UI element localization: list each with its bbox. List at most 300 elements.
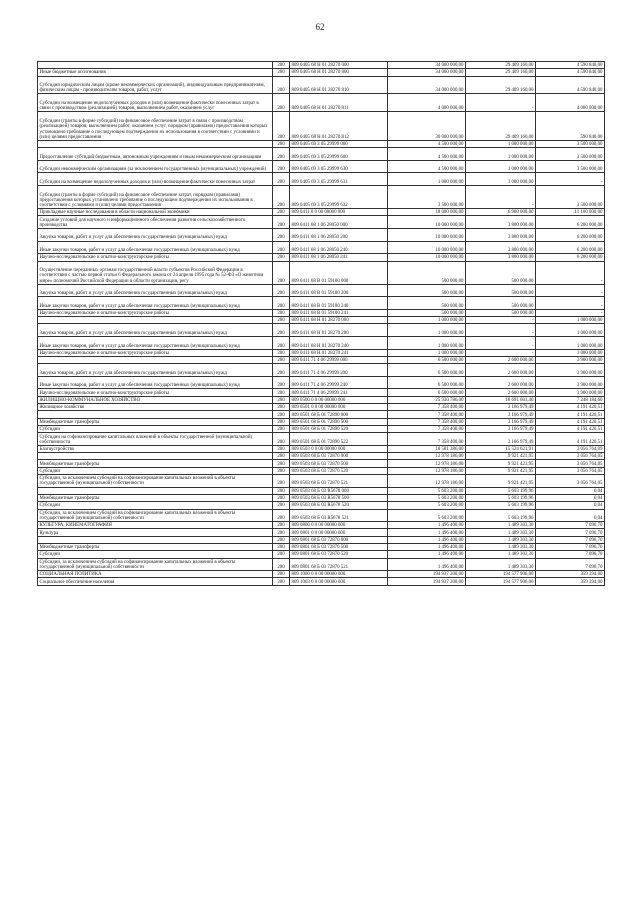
line-code: 200 bbox=[273, 160, 290, 173]
unexecuted-amount: - bbox=[536, 297, 605, 310]
line-code: 200 bbox=[273, 404, 290, 411]
line-item-name: Субсидии на возмещение недополученных доходов и (или) возмещение фактически понесенных затрат в связи с производством (реализацией) товаров, выполнением работ, оказанием услуг bbox=[38, 94, 273, 112]
executed-amount: 1 000 000,00 bbox=[466, 173, 536, 186]
line-code: 200 bbox=[273, 467, 290, 474]
line-item-name: Закупка товаров, работ и услуг для обеспечения государственных (муниципальных) нужд bbox=[38, 364, 273, 377]
table-row bbox=[38, 502, 605, 509]
unexecuted-amount: 3 900 000,00 bbox=[536, 364, 605, 377]
executed-amount: 194 577 906,00 bbox=[466, 578, 536, 585]
executed-amount: 500 000,00 bbox=[466, 261, 536, 284]
budget-classification-code: 809 0411 68 В 01 59100 241 bbox=[290, 309, 388, 316]
budget-classification-code: 809 0800 0 0 00 00000 000 bbox=[290, 522, 388, 529]
page-number: 62 bbox=[315, 22, 325, 32]
line-code: 200 bbox=[273, 522, 290, 529]
budget-classification-code: 809 0801 68 Б 03 72870 521 bbox=[290, 558, 388, 571]
approved-amount: 4 500 000,00 bbox=[388, 140, 466, 147]
approved-amount: 4 500 000,00 bbox=[388, 160, 466, 173]
table-row bbox=[38, 418, 605, 425]
table-row bbox=[38, 309, 605, 316]
executed-amount: 3 800 000,00 bbox=[466, 229, 536, 242]
table-row bbox=[38, 389, 605, 396]
approved-amount: 30 000 000,00 bbox=[388, 112, 466, 141]
executed-amount: 1 489 303,30 bbox=[466, 551, 536, 558]
table-row bbox=[38, 148, 605, 161]
line-code: 200 bbox=[273, 376, 290, 389]
unexecuted-amount: 3 500 000,00 bbox=[536, 185, 605, 208]
line-code: 200 bbox=[273, 364, 290, 377]
budget-classification-code: 809 0503 0 0 00 00000 000 bbox=[290, 445, 388, 452]
budget-classification-code: 809 0501 0 0 00 00000 000 bbox=[290, 404, 388, 411]
line-code: 200 bbox=[273, 502, 290, 509]
approved-amount: 12 978 186,00 bbox=[388, 467, 466, 474]
approved-amount: 25 930 786,00 bbox=[388, 396, 466, 403]
table-row bbox=[38, 229, 605, 242]
executed-amount: 9 921 421,95 bbox=[466, 460, 536, 467]
budget-classification-code: 809 0405 68 Н 01 28270 000 bbox=[290, 62, 388, 69]
approved-amount: 6 500 000,00 bbox=[388, 364, 466, 377]
line-item-name bbox=[38, 487, 273, 494]
budget-classification-code: 809 0411 68 В 01 59100 200 bbox=[290, 284, 388, 297]
executed-amount: 9 921 421,95 bbox=[466, 475, 536, 488]
approved-amount: 7 358 400,00 bbox=[388, 433, 466, 446]
budget-classification-code: 809 0500 0 0 00 00000 000 bbox=[290, 396, 388, 403]
table-row bbox=[38, 404, 605, 411]
approved-amount: 1 496 400,00 bbox=[388, 522, 466, 529]
unexecuted-amount: 4 590 840,00 bbox=[536, 62, 605, 69]
executed-amount: 2 600 000,00 bbox=[466, 364, 536, 377]
line-code: 200 bbox=[273, 578, 290, 585]
unexecuted-amount: - bbox=[536, 309, 605, 316]
line-code: 200 bbox=[273, 317, 290, 324]
unexecuted-amount: 4 191 420,51 bbox=[536, 411, 605, 418]
executed-amount: 3 800 000,00 bbox=[466, 254, 536, 261]
executed-amount: 1 489 303,30 bbox=[466, 522, 536, 529]
budget-classification-code: 809 0501 68 Б 01 72890 000 bbox=[290, 411, 388, 418]
executed-amount: 9 921 421,95 bbox=[466, 453, 536, 460]
approved-amount: 34 000 000,00 bbox=[388, 69, 466, 76]
budget-classification-code: 809 0411 68 Н 01 28270 241 bbox=[290, 349, 388, 356]
line-code: 200 bbox=[273, 396, 290, 403]
executed-amount: 1 000 000,00 bbox=[466, 140, 536, 147]
table-row bbox=[38, 62, 605, 69]
line-item-name: Иные закупки товаров, работ и услуг для обеспечения государственных (муниципальных) нужд bbox=[38, 376, 273, 389]
unexecuted-amount: - bbox=[536, 284, 605, 297]
table-row bbox=[38, 337, 605, 350]
budget-classification-code: 809 0405 69 3 05 29999 600 bbox=[290, 148, 388, 161]
line-code: 200 bbox=[273, 460, 290, 467]
executed-amount: 3 166 979,49 bbox=[466, 425, 536, 432]
executed-amount: 194 577 906,00 bbox=[466, 571, 536, 578]
executed-amount: 5 603 199,96 bbox=[466, 494, 536, 501]
executed-amount: 29 409 160,00 bbox=[466, 69, 536, 76]
executed-amount: 2 600 000,00 bbox=[466, 376, 536, 389]
approved-amount: 500 000,00 bbox=[388, 284, 466, 297]
approved-amount: 7 358 400,00 bbox=[388, 425, 466, 432]
table-row bbox=[38, 349, 605, 356]
line-code: 200 bbox=[273, 76, 290, 94]
unexecuted-amount: 3 900 000,00 bbox=[536, 376, 605, 389]
executed-amount: 500 000,00 bbox=[466, 309, 536, 316]
approved-amount: 10 000 000,00 bbox=[388, 241, 466, 254]
line-code: 200 bbox=[273, 356, 290, 363]
executed-amount: 1 000 000,00 bbox=[466, 148, 536, 161]
executed-amount: 3 166 979,49 bbox=[466, 411, 536, 418]
line-item-name: Осуществление переданных органам государственной власти субъектов Российской Федерации в соответствии с частью первой статьи 6 Федерального закона от 24 апреля 1995 года № 52-ФЗ «О животном мире» полномочий Российской Федерации в области организации, регу bbox=[38, 261, 273, 284]
table-row bbox=[38, 94, 605, 112]
line-item-name: СОЦИАЛЬНАЯ ПОЛИТИКА bbox=[38, 571, 273, 578]
approved-amount: 10 000 000,00 bbox=[388, 229, 466, 242]
line-item-name: Межбюджетные трансферты bbox=[38, 460, 273, 467]
table-row bbox=[38, 475, 605, 488]
table-row bbox=[38, 460, 605, 467]
table-row bbox=[38, 284, 605, 297]
approved-amount: 12 978 186,00 bbox=[388, 453, 466, 460]
table-row bbox=[38, 254, 605, 261]
line-code: 200 bbox=[273, 551, 290, 558]
approved-amount: 12 978 186,00 bbox=[388, 475, 466, 488]
unexecuted-amount: 3 500 000,00 bbox=[536, 160, 605, 173]
budget-classification-code: 809 0411 68 1 06 28050 240 bbox=[290, 241, 388, 254]
line-item-name bbox=[38, 317, 273, 324]
line-item-name: Жилищное хозяйство bbox=[38, 404, 273, 411]
executed-amount: - bbox=[466, 324, 536, 337]
line-item-name: Социальное обеспечение населения bbox=[38, 578, 273, 585]
budget-classification-code: 809 0411 68 1 06 28050 000 bbox=[290, 216, 388, 229]
unexecuted-amount: 7 096,70 bbox=[536, 558, 605, 571]
line-code: 200 bbox=[273, 94, 290, 112]
line-item-name: Субсидии некоммерческим организациям (за исключением государственных (муниципальных) учреждений) bbox=[38, 160, 273, 173]
line-code: 200 bbox=[273, 487, 290, 494]
line-code: 200 bbox=[273, 411, 290, 418]
line-code: 200 bbox=[273, 140, 290, 147]
approved-amount: 6 500 000,00 bbox=[388, 389, 466, 396]
unexecuted-amount: 4 590 840,00 bbox=[536, 69, 605, 76]
table-row bbox=[38, 324, 605, 337]
approved-amount: 194 937 300,00 bbox=[388, 578, 466, 585]
executed-amount: 500 000,00 bbox=[466, 297, 536, 310]
approved-amount: 4 000 000,00 bbox=[388, 94, 466, 112]
executed-amount: - bbox=[466, 337, 536, 350]
approved-amount: 194 937 300,00 bbox=[388, 571, 466, 578]
line-item-name: Иные бюджетные ассигнования bbox=[38, 69, 273, 76]
line-item-name bbox=[38, 356, 273, 363]
unexecuted-amount: 11 100 000,00 bbox=[536, 209, 605, 216]
table-row bbox=[38, 317, 605, 324]
executed-amount: - bbox=[466, 94, 536, 112]
unexecuted-amount: 1 000 000,00 bbox=[536, 337, 605, 350]
unexecuted-amount: 3 056 764,05 bbox=[536, 460, 605, 467]
executed-amount: 500 000,00 bbox=[466, 284, 536, 297]
executed-amount: - bbox=[466, 349, 536, 356]
budget-classification-code: 809 1000 0 0 00 00000 000 bbox=[290, 571, 388, 578]
approved-amount: 7 358 400,00 bbox=[388, 418, 466, 425]
line-code: 200 bbox=[273, 543, 290, 550]
executed-amount: 2 600 000,00 bbox=[466, 356, 536, 363]
line-item-name: Субсидии bbox=[38, 467, 273, 474]
unexecuted-amount: 4 000 000,00 bbox=[536, 94, 605, 112]
line-item-name: Субсидии bbox=[38, 551, 273, 558]
budget-classification-code: 809 1003 0 0 00 00000 000 bbox=[290, 578, 388, 585]
budget-classification-code: 809 0801 68 Б 03 72870 500 bbox=[290, 543, 388, 550]
executed-amount: 6 900 000,00 bbox=[466, 209, 536, 216]
budget-classification-code: 809 0411 71 4 06 29999 000 bbox=[290, 356, 388, 363]
unexecuted-amount: 0,04 bbox=[536, 509, 605, 522]
unexecuted-amount: 7 248 184,60 bbox=[536, 396, 605, 403]
line-code: 200 bbox=[273, 261, 290, 284]
table-row bbox=[38, 411, 605, 418]
line-item-name: Иные закупки товаров, работ и услуг для обеспечения государственных (муниципальных) нужд bbox=[38, 241, 273, 254]
table-row bbox=[38, 558, 605, 571]
line-code: 200 bbox=[273, 389, 290, 396]
line-code: 200 bbox=[273, 173, 290, 186]
table-row bbox=[38, 209, 605, 216]
unexecuted-amount: 6 200 000,00 bbox=[536, 229, 605, 242]
budget-classification-code: 809 0503 68 Б 03 72870 520 bbox=[290, 467, 388, 474]
table-row bbox=[38, 396, 605, 403]
table-row bbox=[38, 536, 605, 543]
approved-amount: 1 000 000,00 bbox=[388, 173, 466, 186]
unexecuted-amount: 6 200 000,00 bbox=[536, 216, 605, 229]
budget-classification-code: 809 0405 69 3 05 29999 630 bbox=[290, 160, 388, 173]
line-code: 200 bbox=[273, 418, 290, 425]
table-row bbox=[38, 543, 605, 550]
line-item-name: Субсидии, за исключением субсидий на софинансирование капитальных вложений в объекты государственной (муниципальной) собственности bbox=[38, 475, 273, 488]
table-row bbox=[38, 376, 605, 389]
line-code: 200 bbox=[273, 349, 290, 356]
budget-classification-code: 809 0411 68 1 06 28050 241 bbox=[290, 254, 388, 261]
unexecuted-amount: 7 096,70 bbox=[536, 529, 605, 536]
line-item-name: Субсидии юридическим лицам (кроме некоммерческих организаций), индивидуальным предпринимателям, физическим лицам - производителям товаров, работ, услуг bbox=[38, 76, 273, 94]
approved-amount: 1 496 400,00 bbox=[388, 529, 466, 536]
approved-amount: 34 000 000,00 bbox=[388, 76, 466, 94]
executed-amount: 5 603 199,96 bbox=[466, 487, 536, 494]
line-code: 200 bbox=[273, 571, 290, 578]
line-item-name bbox=[38, 62, 273, 69]
line-item-name: Субсидии (гранты в форме субсидий) на финансовое обеспечение затрат в связи с производством (реализацией) товаров, выполнением работ, оказанием услуг, порядком (правилами) предоставления которых установлено требование о последующем подтверждении их использования в соответствии с условиями и (или) целями предоставления bbox=[38, 112, 273, 141]
approved-amount: 4 500 000,00 bbox=[388, 148, 466, 161]
executed-amount: 1 489 303,30 bbox=[466, 536, 536, 543]
budget-classification-code: 809 0411 0 0 00 00000 000 bbox=[290, 209, 388, 216]
approved-amount: 1 000 000,00 bbox=[388, 317, 466, 324]
budget-classification-code: 809 0405 68 Н 01 28270 810 bbox=[290, 76, 388, 94]
line-item-name: Субсидии bbox=[38, 425, 273, 432]
executed-amount: 29 409 160,00 bbox=[466, 112, 536, 141]
unexecuted-amount: 1 000 000,00 bbox=[536, 349, 605, 356]
executed-amount: 3 166 979,49 bbox=[466, 418, 536, 425]
executed-amount: 1 489 303,30 bbox=[466, 543, 536, 550]
approved-amount: 3 500 000,00 bbox=[388, 185, 466, 208]
approved-amount: 7 358 400,00 bbox=[388, 411, 466, 418]
table-row bbox=[38, 356, 605, 363]
budget-classification-code: 809 0411 68 Н 01 28270 000 bbox=[290, 317, 388, 324]
unexecuted-amount: 4 191 420,51 bbox=[536, 418, 605, 425]
line-item-name: КУЛЬТУРА, КИНЕМАТОГРАФИЯ bbox=[38, 522, 273, 529]
executed-amount: 2 600 000,00 bbox=[466, 389, 536, 396]
approved-amount: 1 000 000,00 bbox=[388, 337, 466, 350]
line-code: 200 bbox=[273, 69, 290, 76]
budget-classification-code: 809 0501 68 Б 01 72890 500 bbox=[290, 418, 388, 425]
unexecuted-amount: 359 394,00 bbox=[536, 571, 605, 578]
table-row bbox=[38, 509, 605, 522]
unexecuted-amount: 7 096,70 bbox=[536, 551, 605, 558]
line-item-name: Прикладные научные исследования в области национальной экономики bbox=[38, 209, 273, 216]
table-row bbox=[38, 185, 605, 208]
budget-classification-code: 809 0503 68 Б 03 72870 521 bbox=[290, 475, 388, 488]
executed-amount: 3 800 000,00 bbox=[466, 216, 536, 229]
table-row bbox=[38, 76, 605, 94]
unexecuted-amount: 3 500 000,00 bbox=[536, 148, 605, 161]
budget-classification-code: 809 0405 69 3 05 29999 000 bbox=[290, 140, 388, 147]
line-code: 200 bbox=[273, 309, 290, 316]
line-item-name: Иные закупки товаров, работ и услуг для обеспечения государственных (муниципальных) нужд bbox=[38, 337, 273, 350]
line-code: 200 bbox=[273, 475, 290, 488]
approved-amount: 1 000 000,00 bbox=[388, 349, 466, 356]
table-row bbox=[38, 494, 605, 501]
approved-amount: 18 000 000,00 bbox=[388, 209, 466, 216]
line-item-name: Закупка товаров, работ и услуг для обеспечения государственных (муниципальных) нужд bbox=[38, 284, 273, 297]
line-item-name: Создание условий для научного и информационного обеспечения развития сельскохозяйственного производства bbox=[38, 216, 273, 229]
approved-amount: 500 000,00 bbox=[388, 261, 466, 284]
executed-amount: 18 691 601,40 bbox=[466, 396, 536, 403]
table-row bbox=[38, 160, 605, 173]
line-code: 200 bbox=[273, 509, 290, 522]
approved-amount: 500 000,00 bbox=[388, 297, 466, 310]
approved-amount: 1 496 400,00 bbox=[388, 543, 466, 550]
table-row bbox=[38, 297, 605, 310]
line-code: 200 bbox=[273, 433, 290, 446]
line-code: 200 bbox=[273, 216, 290, 229]
approved-amount: 1 496 400,00 bbox=[388, 536, 466, 543]
line-item-name: Научно-исследовательские и опытно-конструкторские работы bbox=[38, 254, 273, 261]
executed-amount: 5 603 199,96 bbox=[466, 502, 536, 509]
unexecuted-amount: 3 056 764,05 bbox=[536, 453, 605, 460]
line-code: 200 bbox=[273, 445, 290, 452]
line-code: 200 bbox=[273, 425, 290, 432]
budget-classification-code: 809 0405 68 Н 01 28270 811 bbox=[290, 94, 388, 112]
line-item-name bbox=[38, 411, 273, 418]
unexecuted-amount: 3 056 764,09 bbox=[536, 445, 605, 452]
budget-classification-code: 809 0411 68 Н 01 28270 240 bbox=[290, 337, 388, 350]
line-item-name: Закупка товаров, работ и услуг для обеспечения государственных (муниципальных) нужд bbox=[38, 324, 273, 337]
budget-classification-code: 809 0503 68 Б 03 R5678 000 bbox=[290, 487, 388, 494]
budget-classification-code: 809 0503 68 Б 03 72870 000 bbox=[290, 453, 388, 460]
approved-amount: 10 000 000,00 bbox=[388, 254, 466, 261]
executed-amount: 5 603 199,96 bbox=[466, 509, 536, 522]
table-row bbox=[38, 453, 605, 460]
executed-amount: 9 921 421,95 bbox=[466, 467, 536, 474]
unexecuted-amount: 3 900 000,00 bbox=[536, 356, 605, 363]
budget-classification-code: 809 0503 68 Б 03 72870 500 bbox=[290, 460, 388, 467]
unexecuted-amount: 1 000 000,00 bbox=[536, 317, 605, 324]
table-row bbox=[38, 425, 605, 432]
line-item-name: Научно-исследовательские и опытно-конструкторские работы bbox=[38, 309, 273, 316]
line-code: 200 bbox=[273, 453, 290, 460]
approved-amount: 34 000 000,00 bbox=[388, 62, 466, 69]
line-item-name bbox=[38, 140, 273, 147]
unexecuted-amount: 7 096,70 bbox=[536, 543, 605, 550]
line-item-name: Научно-исследовательские и опытно-конструкторские работы bbox=[38, 349, 273, 356]
line-code: 200 bbox=[273, 241, 290, 254]
table-row bbox=[38, 445, 605, 452]
approved-amount: 1 496 400,00 bbox=[388, 551, 466, 558]
budget-classification-code: 809 0411 68 В 01 59100 000 bbox=[290, 261, 388, 284]
budget-classification-code: 809 0411 68 Н 01 28270 200 bbox=[290, 324, 388, 337]
executed-amount: - bbox=[466, 185, 536, 208]
budget-classification-code: 809 0411 68 1 06 28050 200 bbox=[290, 229, 388, 242]
line-item-name: Субсидии, за исключением субсидий на софинансирование капитальных вложений в объекты государственной (муниципальной) собственности bbox=[38, 509, 273, 522]
unexecuted-amount: 1 000 000,00 bbox=[536, 324, 605, 337]
unexecuted-amount: 3 900 000,00 bbox=[536, 389, 605, 396]
line-item-name: ЖИЛИЩНО-КОММУНАЛЬНОЕ ХОЗЯЙСТВО bbox=[38, 396, 273, 403]
approved-amount: 5 603 200,00 bbox=[388, 487, 466, 494]
approved-amount: 500 000,00 bbox=[388, 309, 466, 316]
budget-classification-code: 809 0503 68 Б 03 R5678 500 bbox=[290, 494, 388, 501]
budget-execution-table bbox=[37, 61, 605, 586]
approved-amount: 6 500 000,00 bbox=[388, 356, 466, 363]
budget-classification-code: 809 0801 68 Б 03 72870 520 bbox=[290, 551, 388, 558]
budget-classification-code: 809 0501 68 Б 01 72890 520 bbox=[290, 425, 388, 432]
budget-classification-code: 809 0501 68 Б 01 72890 522 bbox=[290, 433, 388, 446]
table-row bbox=[38, 216, 605, 229]
table-row bbox=[38, 112, 605, 141]
line-code: 200 bbox=[273, 185, 290, 208]
executed-amount: 1 489 303,30 bbox=[466, 558, 536, 571]
line-code: 200 bbox=[273, 284, 290, 297]
line-code: 200 bbox=[273, 529, 290, 536]
budget-classification-code: 809 0405 68 Н 01 28270 812 bbox=[290, 112, 388, 141]
unexecuted-amount: 3 056 764,05 bbox=[536, 475, 605, 488]
unexecuted-amount: 3 056 764,05 bbox=[536, 467, 605, 474]
budget-classification-code: 809 0411 71 4 06 29999 241 bbox=[290, 389, 388, 396]
budget-classification-code: 809 0405 68 Н 01 28270 800 bbox=[290, 69, 388, 76]
line-code: 200 bbox=[273, 536, 290, 543]
budget-classification-code: 809 0411 71 4 06 29999 240 bbox=[290, 376, 388, 389]
table-row bbox=[38, 571, 605, 578]
line-item-name bbox=[38, 453, 273, 460]
executed-amount: 3 166 979,49 bbox=[466, 433, 536, 446]
table-row bbox=[38, 467, 605, 474]
line-item-name: Благоустройство bbox=[38, 445, 273, 452]
unexecuted-amount: 6 200 000,00 bbox=[536, 254, 605, 261]
table-row bbox=[38, 241, 605, 254]
table-row bbox=[38, 551, 605, 558]
line-code: 200 bbox=[273, 148, 290, 161]
approved-amount: 7 358 400,00 bbox=[388, 404, 466, 411]
line-code: 200 bbox=[273, 62, 290, 69]
line-item-name: Субсидии на возмещение недополученных доходов и (или) возмещение фактически понесенных затрат bbox=[38, 173, 273, 186]
approved-amount: 10 000 000,00 bbox=[388, 216, 466, 229]
unexecuted-amount: 0,04 bbox=[536, 487, 605, 494]
unexecuted-amount: 0,04 bbox=[536, 502, 605, 509]
unexecuted-amount: 7 096,70 bbox=[536, 522, 605, 529]
approved-amount: 1 000 000,00 bbox=[388, 324, 466, 337]
table-body bbox=[38, 62, 605, 586]
unexecuted-amount: 4 191 420,51 bbox=[536, 425, 605, 432]
budget-classification-code: 809 0503 68 Б 03 R5678 521 bbox=[290, 509, 388, 522]
executed-amount: - bbox=[466, 317, 536, 324]
line-item-name bbox=[38, 536, 273, 543]
line-item-name: Межбюджетные трансферты bbox=[38, 543, 273, 550]
unexecuted-amount: - bbox=[536, 173, 605, 186]
budget-classification-code: 809 0405 69 3 05 29999 631 bbox=[290, 173, 388, 186]
line-code: 200 bbox=[273, 494, 290, 501]
executed-amount: 1 000 000,00 bbox=[466, 160, 536, 173]
approved-amount: 6 500 000,00 bbox=[388, 376, 466, 389]
line-code: 200 bbox=[273, 324, 290, 337]
unexecuted-amount: 590 840,00 bbox=[536, 112, 605, 141]
line-code: 200 bbox=[273, 337, 290, 350]
line-code: 200 bbox=[273, 112, 290, 141]
